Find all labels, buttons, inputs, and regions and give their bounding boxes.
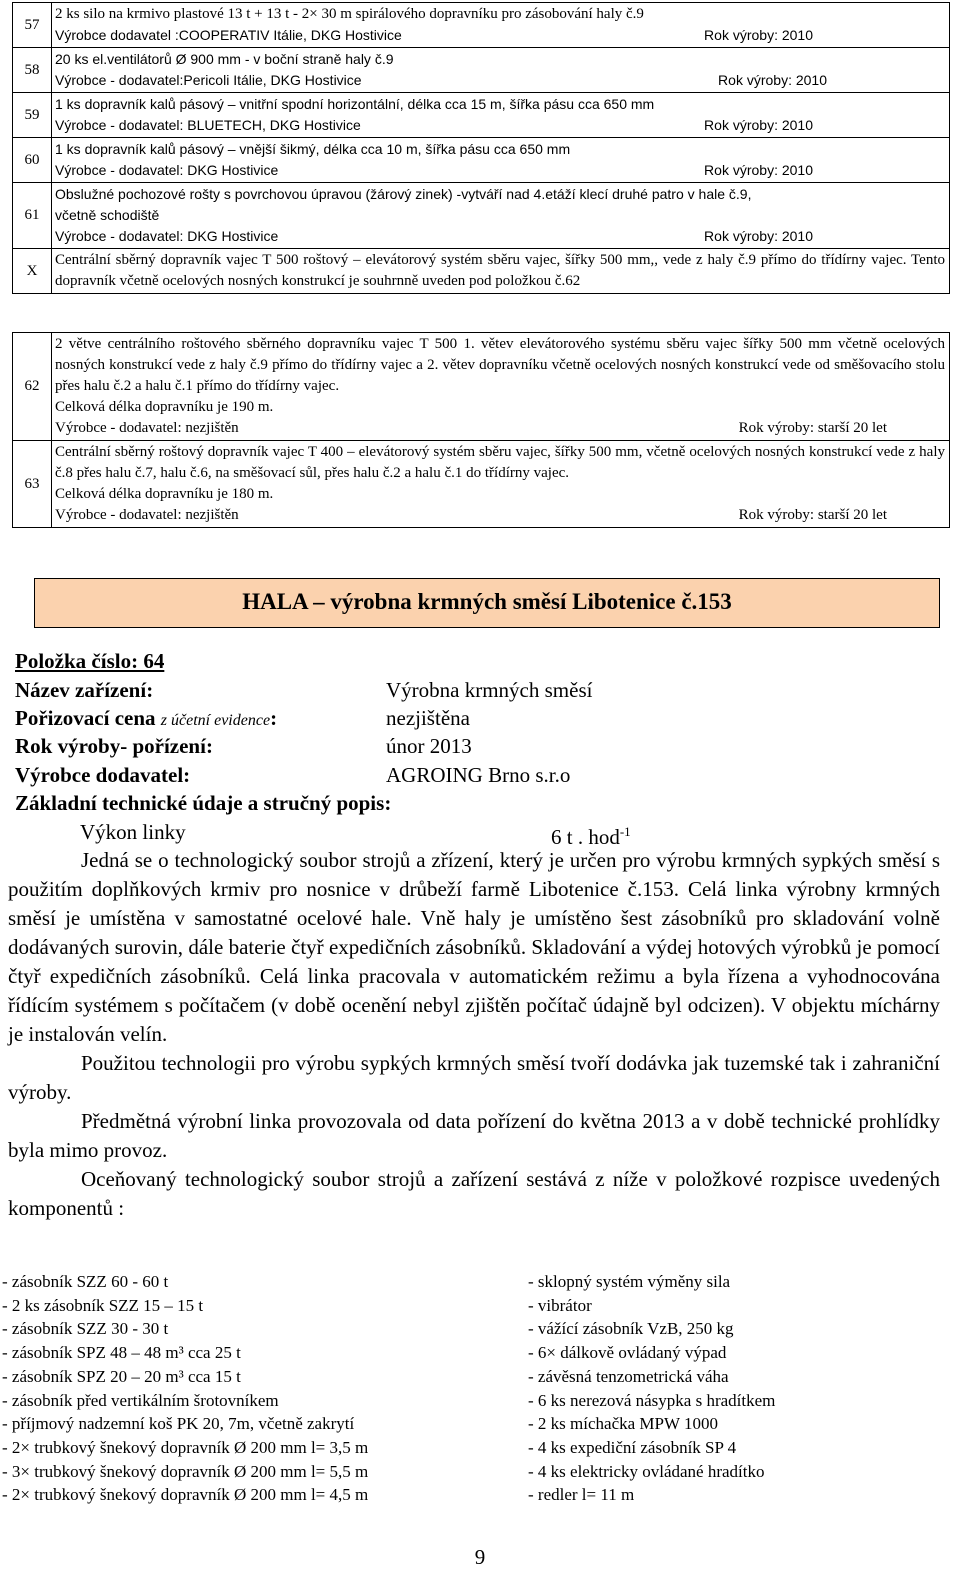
table-row: [13, 333, 950, 441]
component-item: - příjmový nadzemní koš PK 20, 7m, včetně zakrytí: [2, 1414, 355, 1434]
row-supplier: Výrobce - dodavatel: DKG Hostivice: [55, 162, 279, 178]
equipment-table-1: [12, 2, 950, 294]
table-row: [13, 93, 950, 138]
price-colon: :: [270, 706, 278, 730]
component-item: - sklopný systém výměny sila: [528, 1272, 731, 1291]
row-year: Rok výroby: 2010: [704, 117, 813, 133]
row-length: Celková délka dopravníku je 180 m.: [55, 486, 274, 502]
row-number: 58: [13, 48, 52, 93]
section-banner: HALA – výrobna krmných směsí Libotenice č.153: [34, 578, 940, 628]
table-row: [13, 138, 950, 183]
component-item: - vibrátor: [528, 1295, 592, 1315]
component-item: - 2 ks míchačka MPW 1000: [528, 1414, 718, 1434]
row-number: X: [13, 249, 52, 294]
row-supplier: Výrobce - dodavatel: nezjištěn: [55, 420, 239, 436]
row-year: Rok výroby: starší 20 let: [738, 420, 887, 436]
paragraph: Jedná se o technologický soubor strojů a zřízení, který je určen pro výrobu krmných sypkých směsí s použitím doplňkových krmiv pro nosnice v drůbeží farmě Libotenice č.153. Celá linka výrobny krmných směsí je umístěna v samostatné ocelové hale. Vně haly je umístěno šest zásobníků pro skladování volně dodávaných surovin, dále baterie čtyř expedičních zásobníků. Skladování a výdej hotových výrobků je pomocí čtyř expedičních zásobníků. Celá linka pracovala v automatickém režimu a byla řízena a vyhodnocována řídícím systémem s počítačem (v době ocenění nebyl zjištěn počítač údajně byl odcizen). V objektu míchárny je instalován velín.: [8, 848, 940, 1046]
component-item: - 4 ks elektricky ovládané hradítko: [528, 1461, 765, 1481]
row-supplier: Výrobce - dodavatel:Pericoli Itálie, DKG Hostivice: [55, 72, 362, 88]
component-item: - závěsná tenzometrická váha: [528, 1366, 729, 1386]
page-number: 9: [474, 1545, 486, 1569]
table-row: [13, 249, 950, 294]
row-number: 62: [13, 333, 52, 441]
table-row: [13, 3, 950, 48]
row-supplier: Výrobce - dodavatel: nezjištěn: [55, 507, 239, 523]
table-row: [13, 183, 950, 249]
maker-label: Výrobce dodavatel:: [15, 763, 191, 787]
tech-label: Základní technické údaje a stručný popis:: [15, 791, 392, 815]
row-description: 1 ks dopravník kalů pásový – vnější šikmý, délka cca 10 m, šířka pásu cca 650 mm: [55, 141, 571, 157]
paragraph: Oceňovaný technologický soubor strojů a zařízení sestává z níže v položkové rozpisce uvedených komponentů :: [8, 1167, 940, 1220]
row-supplier: Výrobce - dodavatel: DKG Hostivice: [55, 228, 279, 244]
row-number: 61: [13, 183, 52, 249]
price-value: nezjištěna: [386, 706, 470, 730]
component-item: - 6× dálkově ovládaný výpad: [528, 1343, 727, 1363]
maker-value: AGROING Brno s.r.o: [386, 763, 571, 787]
component-item: - 2× trubkový šnekový dopravník Ø 200 mm l= 3,5 m: [2, 1437, 369, 1457]
capacity-value: 6 t . hod: [551, 825, 620, 849]
row-number: 60: [13, 138, 52, 183]
component-item: - 2 ks zásobník SZZ 15 – 15 t: [2, 1295, 204, 1315]
name-value: Výrobna krmných směsí: [386, 678, 593, 702]
component-item: - zásobník SZZ 60 - 60 t: [2, 1272, 169, 1291]
item-number-label: Položka číslo: 64: [15, 649, 165, 673]
component-item: - zásobník SPZ 48 – 48 m³ cca 25 t: [2, 1343, 241, 1363]
paragraph: Použitou technologii pro výrobu sypkých krmných směsí tvoří dodávka jak tuzemské tak i zahraniční výroby.: [8, 1051, 940, 1104]
paragraph: Předmětná výrobní linka provozovala od data pořízení do května 2013 a v době technické prohlídky byla mimo provoz.: [8, 1109, 940, 1162]
components-right: [528, 1270, 942, 1507]
component-item: - zásobník před vertikálním šrotovníkem: [2, 1390, 279, 1410]
row-year: Rok výroby: 2010: [704, 228, 813, 244]
component-item: - 4 ks expediční zásobník SP 4: [528, 1437, 737, 1457]
row-number: 63: [13, 441, 52, 528]
row-year: Rok výroby: starší 20 let: [738, 507, 887, 523]
table-row: [13, 441, 950, 528]
price-label: Pořizovací cena: [15, 706, 156, 730]
component-item: - 6 ks nerezová násypka s hradítkem: [528, 1390, 776, 1410]
row-description: 20 ks el.ventilátorů Ø 900 mm - v boční straně haly č.9: [55, 51, 394, 67]
equipment-table-2: [12, 332, 950, 528]
row-supplier: Výrobce - dodavatel: BLUETECH, DKG Hostivice: [55, 117, 361, 133]
component-item: - vážící zásobník VzB, 250 kg: [528, 1319, 734, 1339]
component-item: - zásobník SPZ 20 – 20 m³ cca 15 t: [2, 1366, 241, 1386]
row-description: Obslužné pochozové rošty s povrchovou úpravou (žárový zinek) -vytváří nad 4.etáží klecí druhé patro v hale č.9,: [55, 186, 752, 202]
row-description: 1 ks dopravník kalů pásový – vnitřní spodní horizontální, délka cca 15 m, šířka pásu cca 650 mm: [55, 96, 655, 112]
row-year: Rok výroby: 2010: [704, 27, 813, 43]
name-label: Název zařízení:: [15, 678, 154, 702]
price-label-group: [15, 705, 277, 734]
capacity-label: Výkon linky: [80, 820, 186, 844]
row-description-cont: včetně schodiště: [55, 207, 160, 223]
description-text: [8, 846, 940, 1223]
row-description: 2 větve centrálního roštového sběrného dopravníku vajec T 500 1. větev elevátorového systému sběru vajec šířky 500 mm včetně ocelových nosných konstrukcí vede z haly č.9 přímo do třídírny vajec a 2. větev dopravníku včetně ocelových nosných konstrukcí vede od směšovacího stolu přes halu č.2 a halu č.1 přímo do třídírny vajec.: [55, 336, 945, 394]
component-item: - redler l= 11 m: [528, 1485, 635, 1505]
row-number: 57: [13, 3, 52, 48]
row-length: Celková délka dopravníku je 190 m.: [55, 399, 274, 415]
capacity-exponent: -1: [619, 824, 631, 839]
row-year: Rok výroby: 2010: [704, 162, 813, 178]
table-row: [13, 48, 950, 93]
price-note: z účetní evidence: [160, 712, 271, 729]
row-description: 2 ks silo na krmivo plastové 13 t + 13 t - 2× 30 m spirálového dopravníku pro zásobování haly č.9: [55, 6, 644, 22]
row-description: Centrální sběrný dopravník vajec T 500 roštový – elevátorový systém sběru vajec, šířky 500 mm,, vede z haly č.9 přímo do třídírny vajec. Tento dopravník včetně ocelových nosných konstrukcí je souhrnně uveden pod položkou č.62: [55, 252, 945, 289]
year-label: Rok výroby- pořízení:: [15, 734, 213, 758]
component-item: - 2× trubkový šnekový dopravník Ø 200 mm l= 4,5 m: [2, 1485, 369, 1505]
row-supplier: Výrobce dodavatel :COOPERATIV Itálie, DKG Hostivice: [55, 27, 402, 43]
row-number: 59: [13, 93, 52, 138]
components-left: [2, 1270, 522, 1507]
row-description: Centrální sběrný roštový dopravník vajec T 400 – elevátorový systém sběru vajec, šířky 500 mm, včetně ocelových nosných konstrukcí vede z haly č.8 přes halu č.7, halu č.6, na směšovací sůl, přes halu č.2 a halu č.1 do třídírny vajec.: [55, 444, 945, 481]
year-value: únor 2013: [386, 734, 472, 758]
component-item: - 3× trubkový šnekový dopravník Ø 200 mm l= 5,5 m: [2, 1461, 369, 1481]
row-year: Rok výroby: 2010: [718, 72, 827, 88]
component-item: - zásobník SZZ 30 - 30 t: [2, 1319, 169, 1339]
